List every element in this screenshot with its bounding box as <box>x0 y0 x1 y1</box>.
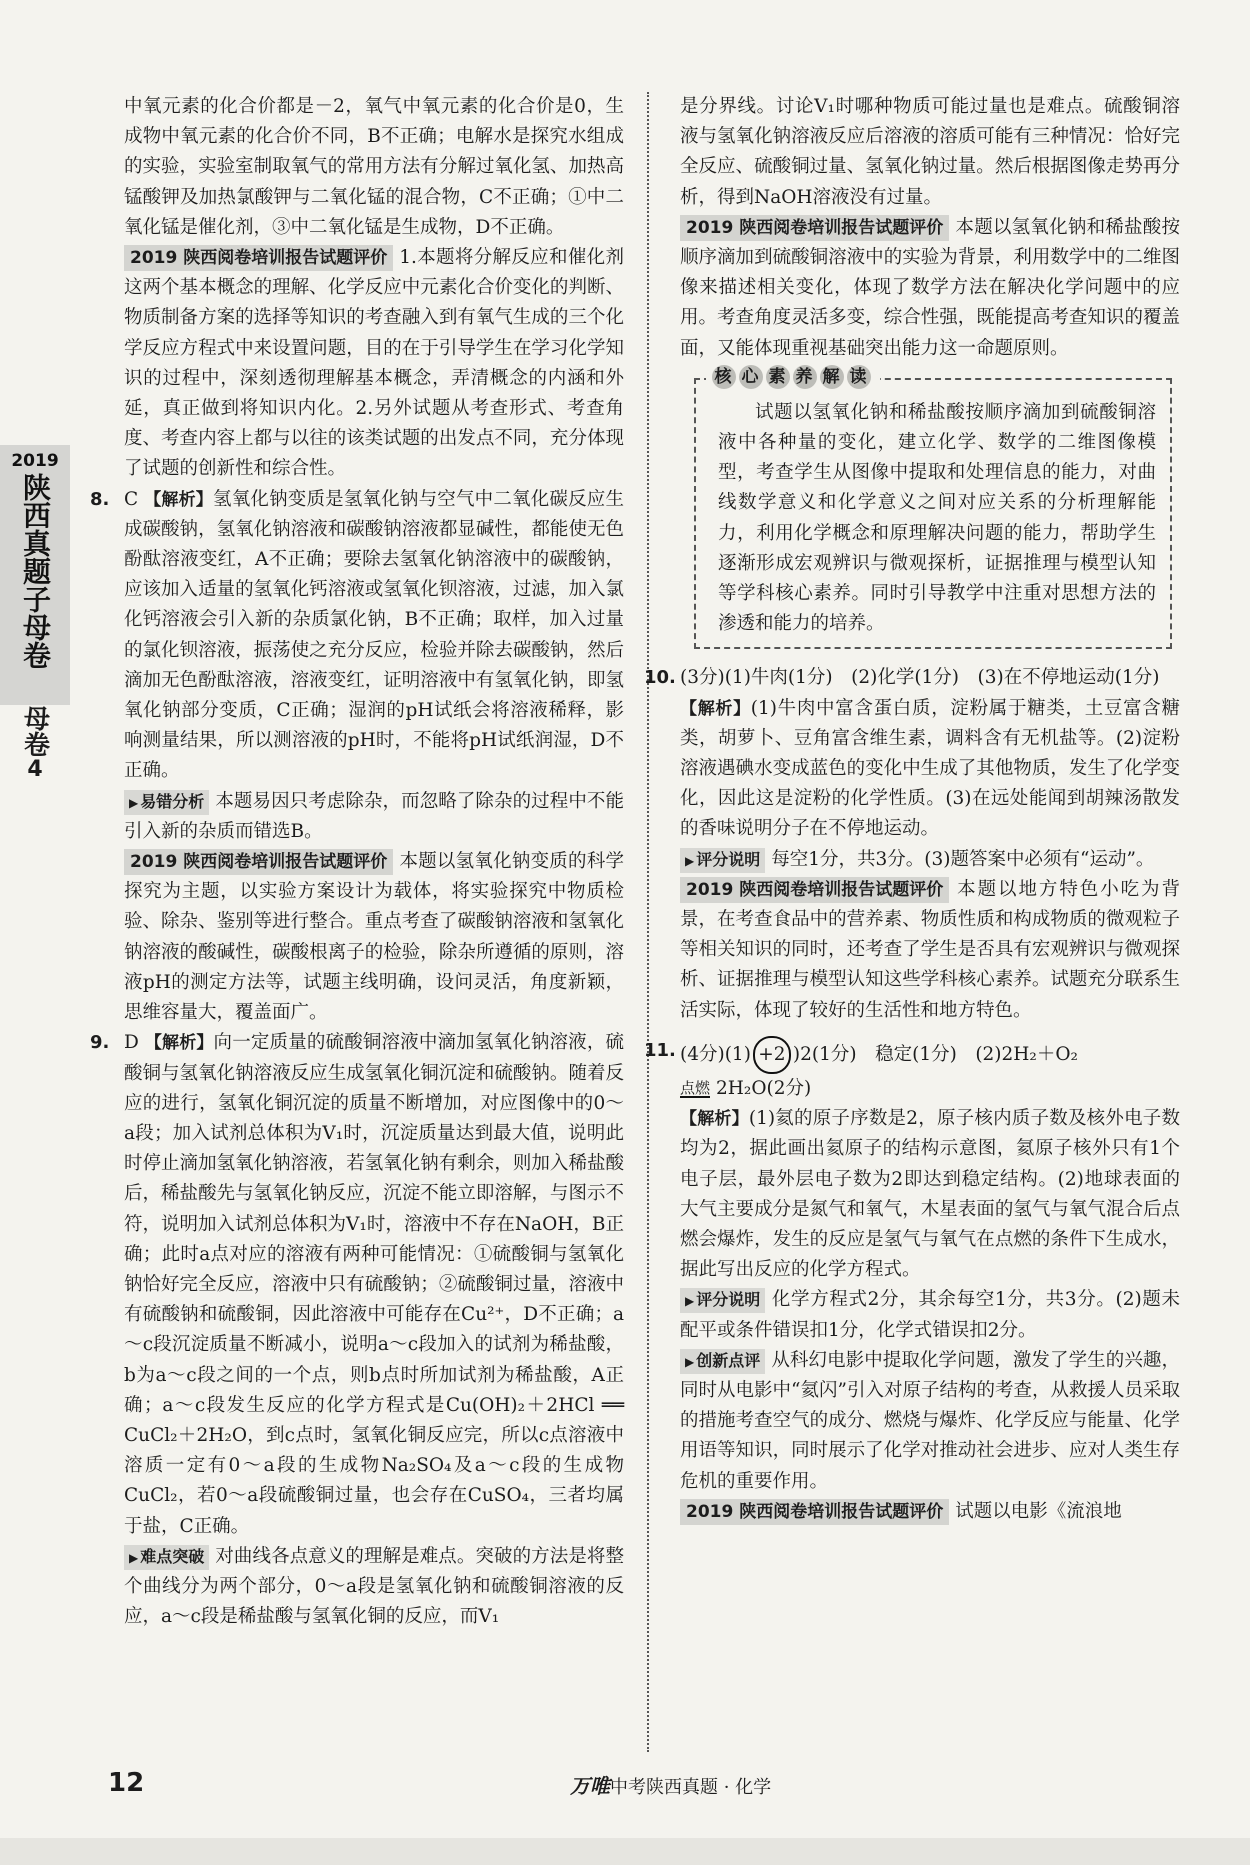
analysis-text: (1)牛肉中富含蛋白质，淀粉属于糖类，土豆富含糖类，胡萝卜、豆角富含维生素，调料含有无机盐等。(2)淀粉溶液遇碘水变成蓝色的变化中生成了其他物质，发生了化学变化，因此这是淀粉的化学性质。(3)在远处能闻到胡辣汤散发的香味说明分子在不停地运动。 <box>680 697 1180 840</box>
analysis-label: 【解析】 <box>680 1109 749 1130</box>
sidebar-year: 2019 <box>11 451 59 471</box>
comment-text: 从科幻电影中提取化学问题，激发了学生的兴趣，同时从电影中“氦闪”引入对原子结构的考查，从救援人员采取的措施考查空气的成分、燃烧与爆炸、化学反应与能量、化学用语等知识，同时展示了化学对推动社会进步、应对人类生存危机的重要作用。 <box>680 1349 1180 1492</box>
score-tag-label: 评分说明 <box>696 1290 761 1310</box>
title-char: 心 <box>739 365 763 389</box>
score-tag <box>680 848 765 873</box>
q7-continued: 中氧元素的化合价都是－2，氧气中氧元素的化合价是0，生成物中氧元素的化合价不同，B不正确；电解水是探究水组成的实验，实验室制取氧气的常用方法有分解过氧化氢、加热高锰酸钾及加热氯酸钾与二氧化锰的混合物，C不正确；①中二氧化锰是催化剂，③中二氧化锰是生成物，D不正确。 <box>124 96 624 238</box>
score-tag-label: 评分说明 <box>696 849 761 869</box>
equation-product: 2H₂O(2分) <box>716 1077 812 1099</box>
eval-tag: 2019 陕西阅卷培训报告试题评价 <box>124 245 393 271</box>
question-number: 9. <box>90 1032 110 1054</box>
eval-text: 1.本题将分解反应和催化剂这两个基本概念的理解、化学反应中元素化合价变化的判断、物质制备方案的选择等知识的考查融入到有氧气生成的三个化学反应方程式中来设置问题，目的在于引导学生在学习化学知识的过程中，深刻透彻理解基本概念，弄清概念的内涵和外延，真正做到将知识内化。2.另外试题从考查形式、考查角度、考查内容上都与以往的该类试题的出发点不同，充分体现了试题的创新性和综合性。 <box>124 247 624 480</box>
brand-logo: 万唯 <box>570 1774 610 1798</box>
answer: C <box>124 488 139 510</box>
eval-tag: 2019 陕西阅卷培训报告试题评价 <box>680 1499 949 1525</box>
answer: D <box>124 1032 139 1054</box>
analysis-label: 【解析】 <box>680 698 751 719</box>
eval-tag: 2019 陕西阅卷培训报告试题评价 <box>124 849 393 875</box>
answer: (3分)(1)牛肉(1分) (2)化学(1分) (3)在不停地运动(1分) <box>680 667 1160 689</box>
score-tag <box>680 1288 765 1313</box>
core-literacy-box <box>694 366 1172 650</box>
score-block <box>680 845 1180 875</box>
sidebar-tab <box>0 445 70 705</box>
question-11 <box>644 1036 1181 1285</box>
title-char: 养 <box>793 365 817 389</box>
equation-line <box>680 1074 1180 1104</box>
analysis-text: 氢氧化钠变质是氢氧化钠与空气中二氧化碳反应生成碳酸钠，氢氧化钠溶液和碳酸钠溶液都显碱性，都能使无色酚酞溶液变红，A不正确；要除去氢氧化钠溶液中的碳酸钠，应该加入适量的氢氧化钙溶液或氢氧化钡溶液，过滤，加入氯化钙溶液会引入新的杂质氯化钠，B不正确；取样，加入过量的氯化钡溶液，振荡使之充分反应，检验并除去碳酸钠，然后滴加无色酚酞溶液，溶液变红，证明溶液中有氢氧化钠，即氢氧化钠部分变质，C正确；湿润的pH试纸会将溶液稀释，影响测量结果，所以测溶液的pH时，不能将pH试纸润湿，D不正确。 <box>124 488 624 782</box>
analysis-label: 【解析】 <box>144 489 213 510</box>
page-bottom-edge <box>0 1838 1250 1865</box>
left-column <box>90 92 624 1632</box>
title-char: 素 <box>766 365 790 389</box>
eval-block <box>680 1497 1180 1527</box>
question-8 <box>90 485 624 787</box>
title-char: 核 <box>712 365 736 389</box>
score-text: 每空1分，共3分。(3)题答案中必须有“运动”。 <box>771 848 1155 870</box>
eval-block <box>680 213 1180 364</box>
title-char: 读 <box>847 365 871 389</box>
tip-tag <box>124 1545 209 1570</box>
sidebar-sub-label: 母卷 <box>19 705 50 757</box>
tip-tag-label: 易错分析 <box>140 791 205 811</box>
triangle-icon: ▶ <box>685 1354 695 1369</box>
title-char: 解 <box>820 365 844 389</box>
answer-part: (4分)(1) <box>680 1043 751 1065</box>
eval-block <box>124 847 624 1028</box>
analysis-text: (1)氦的原子序数是2，原子核内质子数及核外电子数均为2，据此画出氦原子的结构示意图，氦原子核外只有1个电子层，最外层电子数为2即达到稳定结构。(2)地球表面的大气主要成分是氮气和氧气，木星表面的氢气与氧气混合后点燃会爆炸，发生的反应是氢气与氧气在点燃的条件下生成水，据此写出反应的化学方程式。 <box>680 1108 1181 1281</box>
comment-tag <box>680 1349 765 1374</box>
eval-tag: 2019 陕西阅卷培训报告试题评价 <box>680 877 949 903</box>
core-literacy-text: 试题以氢氧化钠和稀盐酸按顺序滴加到硫酸铜溶液中各种量的变化，建立化学、数学的二维图像模型，考查学生从图像中提取和处理信息的能力，对曲线数学意义和化学意义之间对应关系的分析理解能力，利用化学概念和原理解决问题的能力，帮助学生逐渐形成宏观辨识与微观探析，证据推理与模型认知等学科核心素养。同时引导教学中注重对思想方法的渗透和能力的培养。 <box>718 401 1156 635</box>
eval-text: 本题以氢氧化钠变质的科学探究为主题，以实验方案设计为载体，将实验探究中物质检验、除杂、鉴别等进行整合。重点考查了碳酸钠溶液和氢氧化钠溶液的酸碱性，碳酸根离子的检验，除杂所遵循的原则，溶液pH的测定方法等，试题主线明确，设问灵活，角度新颖，思维容量大，覆盖面广。 <box>124 851 624 1024</box>
sidebar-title: 陕西真题子母卷 <box>19 473 52 669</box>
eval-block <box>124 243 624 485</box>
analysis-text: 向一定质量的硫酸铜溶液中滴加氢氧化钠溶液，硫酸铜与氢氧化钠溶液反应生成氢氧化铜沉淀和硫酸钠。随着反应的进行，氢氧化铜沉淀的质量不断增加，对应图像中的0～a段；加入试剂总体积为V₁时，沉淀质量达到最大值，说明此时停止滴加氢氧化钠溶液，若氢氧化钠有剩余，则加入稀盐酸后，稀盐酸先与氢氧化钠反应，沉淀不能立即溶解，与图示不符，说明加入试剂总体积为V₁时，溶液中不存在NaOH，B正确；此时a点对应的溶液有两种可能情况：①硫酸铜与氢氧化钠恰好完全反应，溶液中只有硫酸钠；②硫酸铜过量，溶液中有硫酸钠和硫酸铜，因此溶液中可能存在Cu²⁺，D不正确；a～c段沉淀质量不断减小，说明a～c段加入的试剂为稀盐酸，b为a～c段之间的一个点，则b点时所加试剂为稀盐酸，A正确；a～c段发生反应的化学方程式是Cu(OH)₂＋2HCl ══ CuCl₂＋2H₂O，到c点时，氢氧化铜反应完，所以c点溶液中溶质一定有0～a段的生成物Na₂SO₄及a～c段的生成物CuCl₂，若0～a段硫酸铜过量，也会存在CuSO₄，三者均属于盐，C正确。 <box>124 1032 624 1537</box>
question-number: 11. <box>644 1039 676 1061</box>
sidebar-sub <box>0 705 70 795</box>
question-10 <box>644 663 1180 844</box>
tip-tag-label: 难点突破 <box>140 1546 205 1566</box>
eval-block <box>680 875 1180 1026</box>
answer-part: )2(1分) 稳定(1分) (2)2H₂＋O₂ <box>792 1043 1078 1065</box>
question-number: 8. <box>90 488 110 510</box>
score-text: 化学方程式2分，其余每空1分，共3分。(2)题未配平或条件错误扣1分，化学式错误扣2分。 <box>680 1289 1180 1341</box>
triangle-icon: ▶ <box>129 1550 139 1565</box>
page-number: 12 <box>108 1768 145 1798</box>
tip-tag <box>124 790 209 815</box>
score-block <box>680 1285 1180 1345</box>
eval-tag: 2019 陕西阅卷培训报告试题评价 <box>680 215 949 241</box>
eval-text: 本题以氢氧化钠和稀盐酸按顺序滴加到硫酸铜溶液中的实验为背景，利用数学中的二维图像来描述相关变化，体现了数学方法在解决化学问题中的应用。考查角度灵活多变，综合性强，既能提高考查知识的覆盖面，又能体现重视基础突出能力这一命题原则。 <box>680 216 1180 359</box>
analysis-label: 【解析】 <box>144 1033 214 1054</box>
tip-block <box>124 787 624 847</box>
right-column <box>644 92 1181 1527</box>
comment-tag-label: 创新点评 <box>696 1350 761 1370</box>
column-divider <box>647 92 649 1752</box>
reaction-condition: 点燃 <box>680 1078 711 1097</box>
triangle-icon: ▶ <box>685 853 695 868</box>
footer-title <box>570 1770 771 1799</box>
eval-text: 试题以电影《流浪地 <box>955 1500 1122 1522</box>
core-literacy-title <box>706 362 880 392</box>
tip-block <box>124 1542 624 1633</box>
sidebar-sub-num: 4 <box>27 757 43 782</box>
eval-text: 本题以地方特色小吃为背景，在考查食品中的营养素、物质性质和构成物质的微观粒子等相关知识的同时，还考查了学生是否具有宏观辨识与微观探析、证据推理与模型认知这些学科核心素养。试题充分联系生活实际，体现了较好的生活性和地方特色。 <box>680 878 1180 1021</box>
question-number: 10. <box>644 667 676 689</box>
triangle-icon: ▶ <box>129 795 139 810</box>
tip-text: 对曲线各点意义的理解是难点。突破的方法是将整个曲线分为两个部分，0～a段是氢氧化钠和硫酸铜溶液的反应，a～c段是稀盐酸与氢氧化铜的反应，而V₁ <box>124 1545 624 1628</box>
tip-text: 本题易因只考虑除杂，而忽略了除杂的过程中不能引入新的杂质而错选B。 <box>124 790 624 842</box>
triangle-icon: ▶ <box>685 1294 695 1309</box>
atom-nucleus-diagram: +2 <box>753 1036 791 1074</box>
question-9 <box>90 1028 624 1541</box>
book-title: 中考陕西真题 · 化学 <box>610 1777 772 1798</box>
comment-block <box>680 1346 1180 1497</box>
q9-continued: 是分界线。讨论V₁时哪种物质可能过量也是难点。硫酸铜溶液与氢氧化钠溶液反应后溶液的溶质可能有三种情况：恰好完全反应、硫酸铜过量、氢氧化钠过量。然后根据图像走势再分析，得到NaOH溶液没有过量。 <box>680 96 1180 208</box>
